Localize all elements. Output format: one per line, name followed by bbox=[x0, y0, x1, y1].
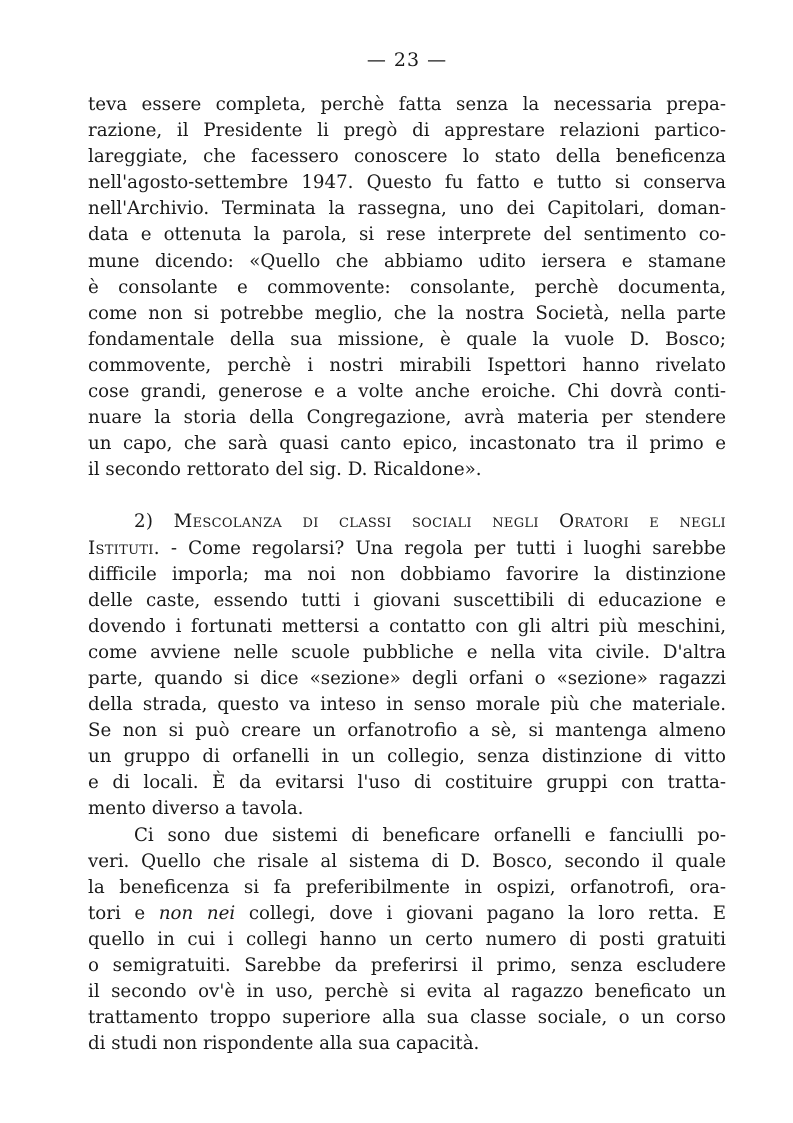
text-line: il secondo rettorato del sig. D. Ricaldone». bbox=[88, 459, 482, 481]
text-line: la beneficenza si fa preferibilmente in ospizi, orfanotrofi, ora- bbox=[88, 876, 726, 898]
section-heading: 2) Mescolanza di classi sociali negli Oratori e negli bbox=[134, 511, 726, 533]
text-line: difficile imporla; ma noi non dobbiamo favorire la distinzione bbox=[88, 563, 726, 585]
book-page bbox=[88, 40, 726, 1057]
text-line: nuare la storia della Congregazione, avrà materia per stendere bbox=[88, 407, 726, 429]
text-line: dovendo i fortunati mettersi a contatto con gli altri più meschini, bbox=[88, 615, 726, 637]
text-line: come non si potrebbe meglio, che la nostra Società, nella parte bbox=[88, 302, 726, 324]
text-line: teva essere completa, perchè fatta senza la necessaria prepa- bbox=[88, 94, 726, 115]
text-line: è consolante e commovente: consolante, perchè documenta, bbox=[88, 276, 726, 298]
text-line: lareggiate, che facessero conoscere lo stato della beneficenza bbox=[88, 146, 726, 168]
text-line: un capo, che sarà quasi canto epico, incastonato tra il primo e bbox=[88, 433, 726, 455]
text-fragment: - Come regolarsi? Una regola per tutti i luoghi sarebbe bbox=[159, 537, 726, 559]
text-line: nell'agosto-settembre 1947. Questo fu fatto e tutto si conserva bbox=[88, 172, 726, 194]
text-line: della strada, questo va inteso in senso morale più che materiale. bbox=[88, 694, 726, 716]
text-line: di studi non rispondente alla sua capacità. bbox=[88, 1033, 480, 1055]
text-line: un gruppo di orfanelli in un collegio, senza distinzione di vitto bbox=[88, 746, 726, 768]
italic-emphasis: non nei bbox=[158, 902, 236, 924]
text-line: trattamento troppo superiore alla sua classe sociale, o un corso bbox=[88, 1007, 726, 1029]
text-line bbox=[88, 536, 726, 562]
text-line: fondamentale della sua missione, è quale la vuole D. Bosco; bbox=[88, 328, 726, 350]
text-line: razione, il Presidente li pregò di apprestare relazioni partico- bbox=[88, 120, 726, 142]
text-line: come avviene nelle scuole pubbliche e nella vita civile. D'altra bbox=[88, 641, 726, 663]
text-line: mento diverso a tavola. bbox=[88, 798, 304, 820]
text-line: e di locali. È da evitarsi l'uso di costituire gruppi con tratta- bbox=[88, 772, 726, 794]
section-heading-end: Istituti. bbox=[88, 537, 160, 559]
page-text bbox=[88, 92, 726, 1057]
text-line bbox=[88, 901, 726, 927]
text-line: o semigratuiti. Sarebbe da preferirsi il primo, senza escludere bbox=[88, 955, 726, 976]
paragraph-3 bbox=[88, 823, 726, 1058]
text-line: cose grandi, generose e a volte anche eroiche. Chi dovrà conti- bbox=[88, 381, 726, 403]
text-line: Ci sono due sistemi di beneficare orfanelli e fanciulli po- bbox=[134, 824, 726, 846]
text-line: nell'Archivio. Terminata la rassegna, uno dei Capitolari, doman- bbox=[88, 198, 726, 220]
text-line: quello in cui i collegi hanno un certo numero di posti gratuiti bbox=[88, 928, 726, 950]
text-fragment: tori e bbox=[88, 902, 159, 924]
text-fragment: collegi, dove i giovani pagano la loro retta. E bbox=[235, 902, 726, 924]
text-line: commovente, perchè i nostri mirabili Ispettori hanno rivelato bbox=[88, 354, 726, 376]
section-gap bbox=[88, 483, 726, 509]
section-2 bbox=[88, 509, 726, 822]
paragraph-continuation bbox=[88, 92, 726, 483]
page-number: — 23 — bbox=[366, 49, 448, 71]
text-line: il secondo ov'è in uso, perchè si evita al ragazzo beneficato un bbox=[88, 981, 726, 1003]
text-line: Se non si può creare un orfanotrofio a sè, si mantenga almeno bbox=[88, 720, 726, 742]
text-line: data e ottenuta la parola, si rese interprete del sentimento co- bbox=[88, 224, 726, 246]
text-line: veri. Quello che risale al sistema di D. Bosco, secondo il quale bbox=[88, 850, 726, 872]
text-line: parte, quando si dice «sezione» degli orfani o «sezione» ragazzi bbox=[88, 667, 726, 689]
text-line: mune dicendo: «Quello che abbiamo udito iersera e stamane bbox=[88, 250, 726, 272]
text-line: delle caste, essendo tutti i giovani suscettibili di educazione e bbox=[88, 589, 726, 611]
